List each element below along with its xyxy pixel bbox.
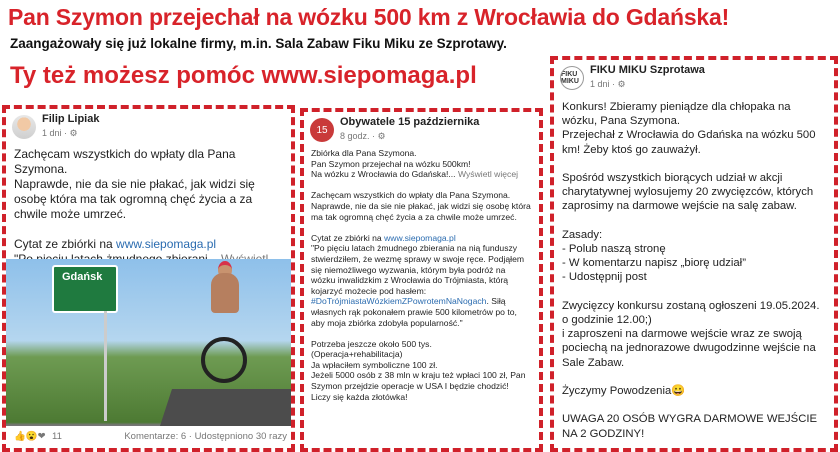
man-in-wheelchair: [211, 273, 239, 313]
post-author[interactable]: FIKU MIKU Szprotawa: [590, 64, 705, 76]
post-body: Konkurs! Zbieramy pieniądze dla chłopaka na wózku, Pana Szymona. Przejechał z Wrocławia do Gdańska na wózku 500 km! Żeby ktoś go zauważył. Spośród wszystkich biorących udział w akcji charytatywnej wylosujemy 20 zwycięzców, których zaprosimy na darmowe wejście na salę zabaw. Zasady: - Polub naszą stronę - W komentarzu napisz „biorę udział” - Udostępnij post Zwycięzcy konkursu zostaną ogłoszeni 19.05.2024. o godzinie 12.00;) i zaproszeni na darmowe wejście wraz ze swoją pociechą na jednorazowe dwugodzinne wejście na Sale Zabaw. Życzymy Powodzenia😀 UWAGA 20 OSÓB WYGRA DARMOWE WEJŚCIE NA 2 GODZINY!: [562, 101, 820, 440]
post-text-quote: "Po pięciu latach żmudnego zbierania na nią funduszy stwierdziłem, że wezmę sprawy w swoje ręce. Podjąłem się niemożliwego wyzwania, którym była podróż na wózku inwalidzkim z Wrocławia do Trójmiasta, którą kojarzyć możecie pod hasłem:: [311, 243, 525, 296]
post-meta: 1 dni · ⚙: [42, 128, 78, 138]
post-header: [6, 109, 291, 145]
see-more-link[interactable]: Wyświetl więcej: [457, 169, 519, 180]
post-footer: [6, 426, 291, 448]
sign-text: Gdańsk: [62, 271, 103, 283]
call-to-action: Ty też możesz pomóc www.siepomaga.pl: [10, 62, 477, 89]
fiku-miku-logo[interactable]: FIKU MIKU: [560, 66, 584, 90]
reactions-icon[interactable]: 👍😮❤: [14, 431, 46, 442]
reaction-count[interactable]: 11: [52, 431, 62, 442]
post-header: [304, 112, 539, 148]
headline: Pan Szymon przejechał na wózku 500 km z Wrocławia do Gdańska!: [8, 4, 730, 30]
siepomaga-link[interactable]: www.siepomaga.pl: [116, 237, 217, 251]
post-meta: 8 godz. · ⚙: [340, 131, 386, 141]
post-card-fiku-miku: [550, 56, 838, 452]
avatar[interactable]: 15: [310, 118, 334, 142]
gdansk-road-sign: [52, 265, 118, 313]
post-meta: 1 dni · ⚙: [590, 79, 626, 89]
post-author[interactable]: Obywatele 15 października: [340, 116, 480, 128]
post-card-obywatele: [300, 108, 543, 452]
wheelchair-wheel: [201, 337, 247, 383]
post-photo[interactable]: [6, 259, 291, 452]
post-card-filip: [2, 105, 295, 452]
post-header: [554, 60, 834, 96]
post-text-2: Zachęcam wszystkich do wpłaty dla Pana Szymona. Naprawde, nie da sie nie płakać, jak widzi się osobę która ma tak ogromną chęć życia a za chwile może umrzeć. Cytat ze zbiórki na: [311, 190, 531, 243]
siepomaga-link[interactable]: www.siepomaga.pl: [384, 232, 456, 243]
post-author[interactable]: Filip Lipiak: [42, 113, 100, 125]
post-text: Zachęcam wszystkich do wpłaty dla Pana Szymona. Naprawde, nie da sie nie płakać, jak widzi się osobę która ma tak ogromną chęć życia a za chwile może umrzeć. Cytat ze zbiórki na: [14, 147, 255, 251]
post-body: [304, 148, 539, 402]
post-text-4: . Siłą własnych rąk pokonałem prawie 500 kilometrów po to, aby moja zbiórka zdobyła popularność." Potrzeba jeszcze około 500 tys. (Operacja+rehabilitacja) Ja wpłaciłem symboliczne 100 zł. Jeżeli 5000 osób z 38 mln w kraju też wpłaci 100 zł, Pan Szymon przejdzie operacje w USA I będzie chodzić! Liczy się każda złotówka!: [311, 296, 526, 402]
comments-shares[interactable]: Komentarze: 6 · Udostępniono 30 razy: [124, 431, 287, 442]
avatar[interactable]: [12, 115, 36, 139]
hashtag-link[interactable]: #DoTrójmiastaWózkiemZPowrotemNaNogach: [311, 296, 487, 307]
subheadline: Zaangażowały się już lokalne firmy, m.in. Sala Zabaw Fiku Miku ze Szprotawy.: [10, 36, 507, 51]
post-text: Zbiórka dla Pana Szymona. Pan Szymon przejechał na wózku 500km! Na wózku z Wrocławia do Gdańska!...: [311, 148, 471, 180]
sign-pole: [104, 311, 107, 421]
